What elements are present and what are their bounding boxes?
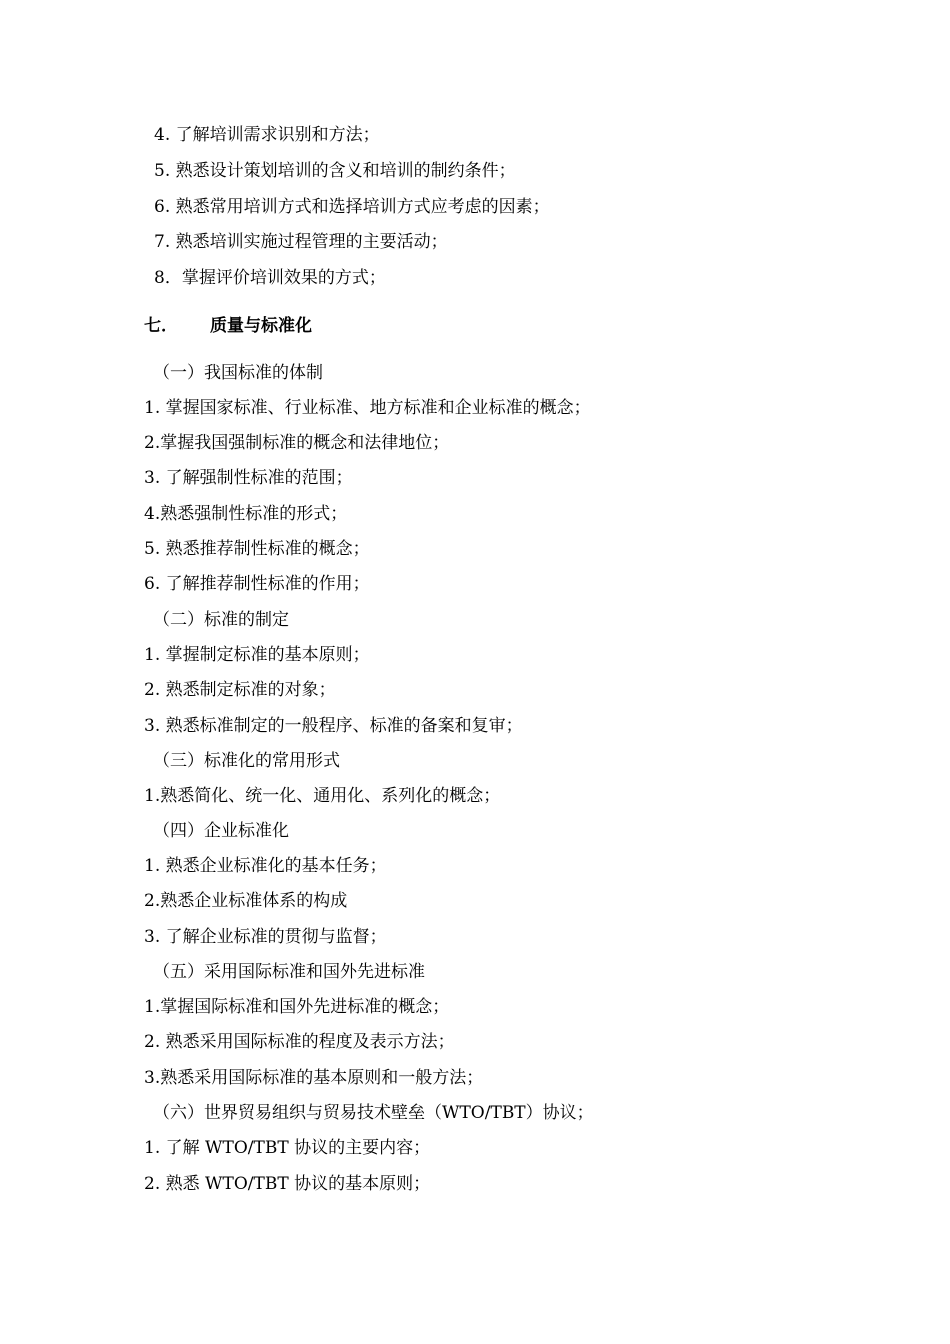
subsection-title: （六）世界贸易组织与贸易技术壁垒（WTO/TBT）协议； (153, 1103, 594, 1123)
list-item: 5. 熟悉推荐制性标准的概念； (144, 539, 370, 559)
list-item: 2. 熟悉采用国际标准的程度及表示方法； (144, 1032, 455, 1052)
list-item: 1. 了解 WTO/TBT 协议的主要内容； (144, 1138, 431, 1158)
list-item: 1. 掌握制定标准的基本原则； (144, 645, 370, 665)
list-item: 3. 了解企业标准的贯彻与监督； (144, 927, 387, 947)
list-item: 2.熟悉企业标准体系的构成 (144, 891, 348, 911)
list-item: 3. 了解强制性标准的范围； (144, 468, 353, 488)
list-item: 4.熟悉强制性标准的形式； (144, 504, 348, 524)
list-item: 1.掌握国际标准和国外先进标准的概念； (144, 997, 450, 1017)
subsection-title: （四）企业标准化 (153, 821, 289, 841)
subsection-title: （三）标准化的常用形式 (153, 751, 340, 771)
list-item: 7. 熟悉培训实施过程管理的主要活动； (154, 232, 448, 252)
list-item: 4. 了解培训需求识别和方法； (154, 125, 380, 145)
list-item: 8．掌握评价培训效果的方式； (154, 268, 386, 288)
subsection-title: （五）采用国际标准和国外先进标准 (153, 962, 425, 982)
list-item: 1. 熟悉企业标准化的基本任务； (144, 856, 387, 876)
subsection-title: （二）标准的制定 (153, 610, 289, 630)
subsection-title: （一）我国标准的体制 (153, 363, 323, 383)
list-item: 5. 熟悉设计策划培训的含义和培训的制约条件； (154, 161, 516, 181)
list-item: 2.掌握我国强制标准的概念和法律地位； (144, 433, 450, 453)
list-item: 1.熟悉简化、统一化、通用化、系列化的概念； (144, 786, 501, 806)
list-item: 6. 了解推荐制性标准的作用； (144, 574, 370, 594)
list-item: 3. 熟悉标准制定的一般程序、标准的备案和复审； (144, 716, 523, 736)
list-item: 2. 熟悉 WTO/TBT 协议的基本原则； (144, 1174, 431, 1194)
list-item: 6. 熟悉常用培训方式和选择培训方式应考虑的因素； (154, 197, 550, 217)
section-number: 七． (144, 316, 178, 336)
list-item: 3.熟悉采用国际标准的基本原则和一般方法； (144, 1068, 484, 1088)
section-heading (144, 315, 312, 337)
list-item: 1. 掌握国家标准、行业标准、地方标准和企业标准的概念； (144, 398, 591, 418)
section-title: 质量与标准化 (210, 316, 312, 336)
list-item: 2. 熟悉制定标准的对象； (144, 680, 336, 700)
